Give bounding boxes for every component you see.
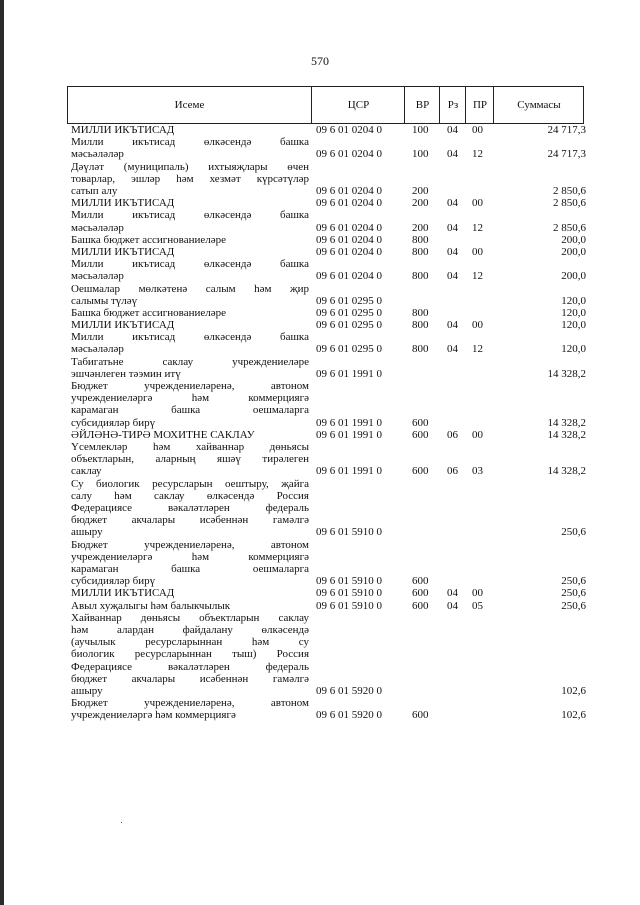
row-name: [71, 441, 309, 478]
row-rz: 04: [447, 148, 458, 161]
table-body: [0, 124, 640, 722]
row-pr: 00: [472, 245, 483, 258]
row-csr: 09 6 01 5920 0: [316, 685, 382, 698]
table-row: [0, 258, 640, 282]
row-sum: 2 850,6: [553, 184, 586, 197]
row-vr: 200: [412, 184, 429, 197]
row-name-line: мәсьәләләр: [71, 343, 124, 356]
row-vr: 800: [412, 270, 429, 283]
row-name-line: Милли икътисад өлкәсендә башка: [71, 331, 309, 344]
row-pr: 00: [472, 587, 483, 600]
row-name-line: мәсьәләләр: [71, 221, 124, 234]
row-name: [71, 612, 309, 697]
table-row: [0, 319, 640, 331]
row-name-line: Хайваннар дөньясы объектларын саклау: [71, 611, 309, 624]
table-row: [0, 441, 640, 478]
row-csr: 09 6 01 5910 0: [316, 526, 382, 539]
row-pr: 12: [472, 148, 483, 161]
row-csr: 09 6 01 5910 0: [316, 575, 382, 588]
row-sum: 102,6: [561, 685, 586, 698]
row-rz: 06: [447, 428, 458, 441]
row-csr: 09 6 01 1991 0: [316, 416, 382, 429]
row-name-line: саклау: [71, 465, 102, 478]
row-vr: 200: [412, 221, 429, 234]
row-vr: 800: [412, 233, 429, 246]
row-csr: 09 6 01 0204 0: [316, 148, 382, 161]
row-name-line: бюджет акчалары исәбеннән гамәлгә: [71, 672, 309, 685]
row-name-line: МИЛЛИ ИКЪТИСАД: [71, 245, 175, 258]
row-name: [71, 234, 309, 246]
row-name-line: салу һәм саклау өлкәсендә Россия: [71, 489, 309, 502]
table-row: [0, 356, 640, 380]
row-name-line: карамаган башка оешмаларга: [71, 563, 309, 576]
row-name-line: мәсьәләләр: [71, 270, 124, 283]
row-sum: 14 328,2: [547, 367, 586, 380]
header-csr: ЦСР: [311, 87, 405, 123]
row-sum: 102,6: [561, 709, 586, 722]
table-row: [0, 197, 640, 209]
row-name-line: МИЛЛИ ИКЪТИСАД: [71, 587, 175, 600]
row-rz: 04: [447, 245, 458, 258]
row-vr: 200: [412, 197, 429, 210]
row-name-line: (аучылык ресурсларыннан һәм су: [71, 636, 309, 649]
row-name-line: ашыру: [71, 684, 103, 697]
row-csr: 09 6 01 5910 0: [316, 587, 382, 600]
table-row: [0, 429, 640, 441]
row-sum: 14 328,2: [547, 428, 586, 441]
row-sum: 250,6: [561, 526, 586, 539]
row-name: [71, 161, 309, 198]
row-csr: 09 6 01 5910 0: [316, 599, 382, 612]
table-row: [0, 246, 640, 258]
row-name-line: Оешмалар мөлкәтенә салым һәм җир: [71, 282, 309, 295]
row-rz: 04: [447, 599, 458, 612]
row-name: [71, 283, 309, 307]
row-rz: 04: [447, 124, 458, 136]
row-vr: 600: [412, 599, 429, 612]
row-vr: 800: [412, 306, 429, 319]
row-sum: 2 850,6: [553, 221, 586, 234]
row-vr: 100: [412, 148, 429, 161]
row-name-line: ӘЙЛӘНӘ-ТИРӘ МОХИТНЕ САКЛАУ: [71, 428, 255, 441]
table-row: [0, 331, 640, 355]
row-csr: 09 6 01 0295 0: [316, 306, 382, 319]
row-name-line: Башка бюджет ассигнованиеләре: [71, 306, 226, 319]
row-name: [71, 258, 309, 282]
table-row: [0, 161, 640, 198]
row-sum: 250,6: [561, 587, 586, 600]
table-row: [0, 587, 640, 599]
row-csr: 09 6 01 5920 0: [316, 709, 382, 722]
row-pr: 00: [472, 124, 483, 136]
row-name-line: Бюджет учреждениеләренә, автоном: [71, 380, 309, 393]
table-row: [0, 136, 640, 160]
page-number: 570: [311, 54, 329, 68]
row-name-line: учреждениеләргә һәм коммерциягә: [71, 550, 309, 563]
row-vr: 100: [412, 124, 429, 136]
row-vr: 600: [412, 575, 429, 588]
row-sum: 120,0: [561, 343, 586, 356]
table-row: [0, 697, 640, 721]
row-name-line: товарлар, эшләр һәм хезмәт күрсәтүләр: [71, 172, 309, 185]
row-csr: 09 6 01 0204 0: [316, 270, 382, 283]
row-pr: 12: [472, 221, 483, 234]
row-name-line: Дәүләт (муниципаль) ихтыяҗлары өчен: [71, 160, 309, 173]
row-name-line: Башка бюджет ассигнованиеләре: [71, 233, 226, 246]
table-row: [0, 600, 640, 612]
row-rz: 06: [447, 465, 458, 478]
row-name: [71, 587, 309, 599]
row-vr: 600: [412, 709, 429, 722]
row-csr: 09 6 01 0204 0: [316, 184, 382, 197]
row-csr: 09 6 01 0204 0: [316, 245, 382, 258]
scan-speck: [121, 822, 122, 823]
row-csr: 09 6 01 1991 0: [316, 367, 382, 380]
row-name: [71, 478, 309, 539]
row-name-line: һәм алардан файдалану өлкәсендә: [71, 624, 309, 636]
header-sum: Суммасы: [493, 87, 584, 123]
row-name: [71, 209, 309, 233]
row-name: [71, 246, 309, 258]
row-vr: 600: [412, 587, 429, 600]
row-csr: 09 6 01 0204 0: [316, 197, 382, 210]
row-name-line: Милли икътисад өлкәсендә башка: [71, 209, 309, 222]
row-sum: 2 850,6: [553, 197, 586, 210]
row-sum: 120,0: [561, 306, 586, 319]
row-name-line: Табигатьне саклау учреждениеләре: [71, 355, 309, 368]
row-pr: 03: [472, 465, 483, 478]
row-name: [71, 539, 309, 588]
header-pr: ПР: [465, 87, 494, 123]
row-name: [71, 697, 309, 721]
row-sum: 200,0: [561, 233, 586, 246]
row-name: [71, 600, 309, 612]
row-name-line: Бюджет учреждениеләренә, автоном: [71, 697, 309, 710]
table-row: [0, 478, 640, 539]
row-pr: 05: [472, 599, 483, 612]
row-sum: 120,0: [561, 319, 586, 332]
row-name-line: Су биологик ресурсларын оештыру, җайга: [71, 477, 309, 490]
row-csr: 09 6 01 0295 0: [316, 319, 382, 332]
table-row: [0, 234, 640, 246]
row-name: [71, 197, 309, 209]
row-name-line: объектларын, аларның яшәү тирәлеген: [71, 453, 309, 466]
row-name-line: Авыл хуҗалыгы һәм балыкчылык: [71, 599, 231, 612]
row-csr: 09 6 01 0204 0: [316, 233, 382, 246]
row-rz: 04: [447, 270, 458, 283]
row-name-line: Үсемлекләр һәм хайваннар дөньясы: [71, 441, 309, 454]
row-name: [71, 356, 309, 380]
table-row: [0, 124, 640, 136]
row-vr: 600: [412, 416, 429, 429]
row-sum: 14 328,2: [547, 416, 586, 429]
row-sum: 24 717,3: [547, 124, 586, 136]
table-row: [0, 539, 640, 588]
row-name-line: эшчәнлеген тәэмин итү: [71, 367, 181, 380]
row-pr: 00: [472, 319, 483, 332]
row-sum: 24 717,3: [547, 148, 586, 161]
table-row: [0, 283, 640, 307]
row-vr: 600: [412, 465, 429, 478]
row-vr: 800: [412, 245, 429, 258]
row-name-line: субсидияләр бирү: [71, 575, 156, 588]
row-name: [71, 331, 309, 355]
row-sum: 200,0: [561, 245, 586, 258]
row-rz: 04: [447, 221, 458, 234]
row-rz: 04: [447, 197, 458, 210]
table-row: [0, 307, 640, 319]
row-sum: 250,6: [561, 575, 586, 588]
row-name: [71, 124, 309, 136]
row-name: [71, 307, 309, 319]
row-name-line: Федерациясе вәкаләтләрен федераль: [71, 660, 309, 673]
row-vr: 600: [412, 428, 429, 441]
row-csr: 09 6 01 0204 0: [316, 221, 382, 234]
row-name-line: субсидияләр бирү: [71, 416, 156, 429]
row-pr: 00: [472, 197, 483, 210]
row-name-line: карамаган башка оешмаларга: [71, 404, 309, 417]
row-vr: 800: [412, 319, 429, 332]
row-csr: 09 6 01 1991 0: [316, 465, 382, 478]
table-row: [0, 612, 640, 697]
row-sum: 14 328,2: [547, 465, 586, 478]
row-sum: 120,0: [561, 294, 586, 307]
row-name-line: МИЛЛИ ИКЪТИСАД: [71, 124, 175, 136]
header-vr: ВР: [404, 87, 440, 123]
row-sum: 250,6: [561, 599, 586, 612]
row-name-line: учреждениеләргә һәм коммерциягә: [71, 392, 309, 405]
row-name-line: салымы түләү: [71, 294, 138, 307]
row-name-line: сатып алу: [71, 184, 118, 197]
row-name: [71, 380, 309, 429]
row-name-line: МИЛЛИ ИКЪТИСАД: [71, 319, 175, 332]
table-row: [0, 209, 640, 233]
row-sum: 200,0: [561, 270, 586, 283]
row-name-line: мәсьәләләр: [71, 148, 124, 161]
row-vr: 800: [412, 343, 429, 356]
row-pr: 12: [472, 270, 483, 283]
row-csr: 09 6 01 0295 0: [316, 343, 382, 356]
table-header: [67, 86, 584, 124]
header-name: Исеме: [174, 99, 205, 111]
row-pr: 00: [472, 428, 483, 441]
row-name: [71, 429, 309, 441]
row-name-line: бюджет акчалары исәбеннән гамәлгә: [71, 514, 309, 527]
row-csr: 09 6 01 0295 0: [316, 294, 382, 307]
table-row: [0, 380, 640, 429]
row-name-line: Федерациясе вәкаләтләрен федераль: [71, 502, 309, 515]
row-pr: 12: [472, 343, 483, 356]
row-name: [71, 136, 309, 160]
row-name-line: биологик ресурсларыннан тыш) Россия: [71, 648, 309, 661]
row-rz: 04: [447, 587, 458, 600]
row-rz: 04: [447, 343, 458, 356]
row-rz: 04: [447, 319, 458, 332]
row-name: [71, 319, 309, 331]
row-csr: 09 6 01 1991 0: [316, 428, 382, 441]
row-name-line: Бюджет учреждениеләренә, автоном: [71, 538, 309, 551]
row-name-line: ашыру: [71, 526, 103, 539]
row-name-line: Милли икътисад өлкәсендә башка: [71, 258, 309, 271]
header-rz: Рз: [439, 87, 466, 123]
row-name-line: Милли икътисад өлкәсендә башка: [71, 136, 309, 149]
row-csr: 09 6 01 0204 0: [316, 124, 382, 136]
row-name-line: МИЛЛИ ИКЪТИСАД: [71, 197, 175, 210]
row-name-line: учреждениеләргә һәм коммерциягә: [71, 709, 236, 722]
